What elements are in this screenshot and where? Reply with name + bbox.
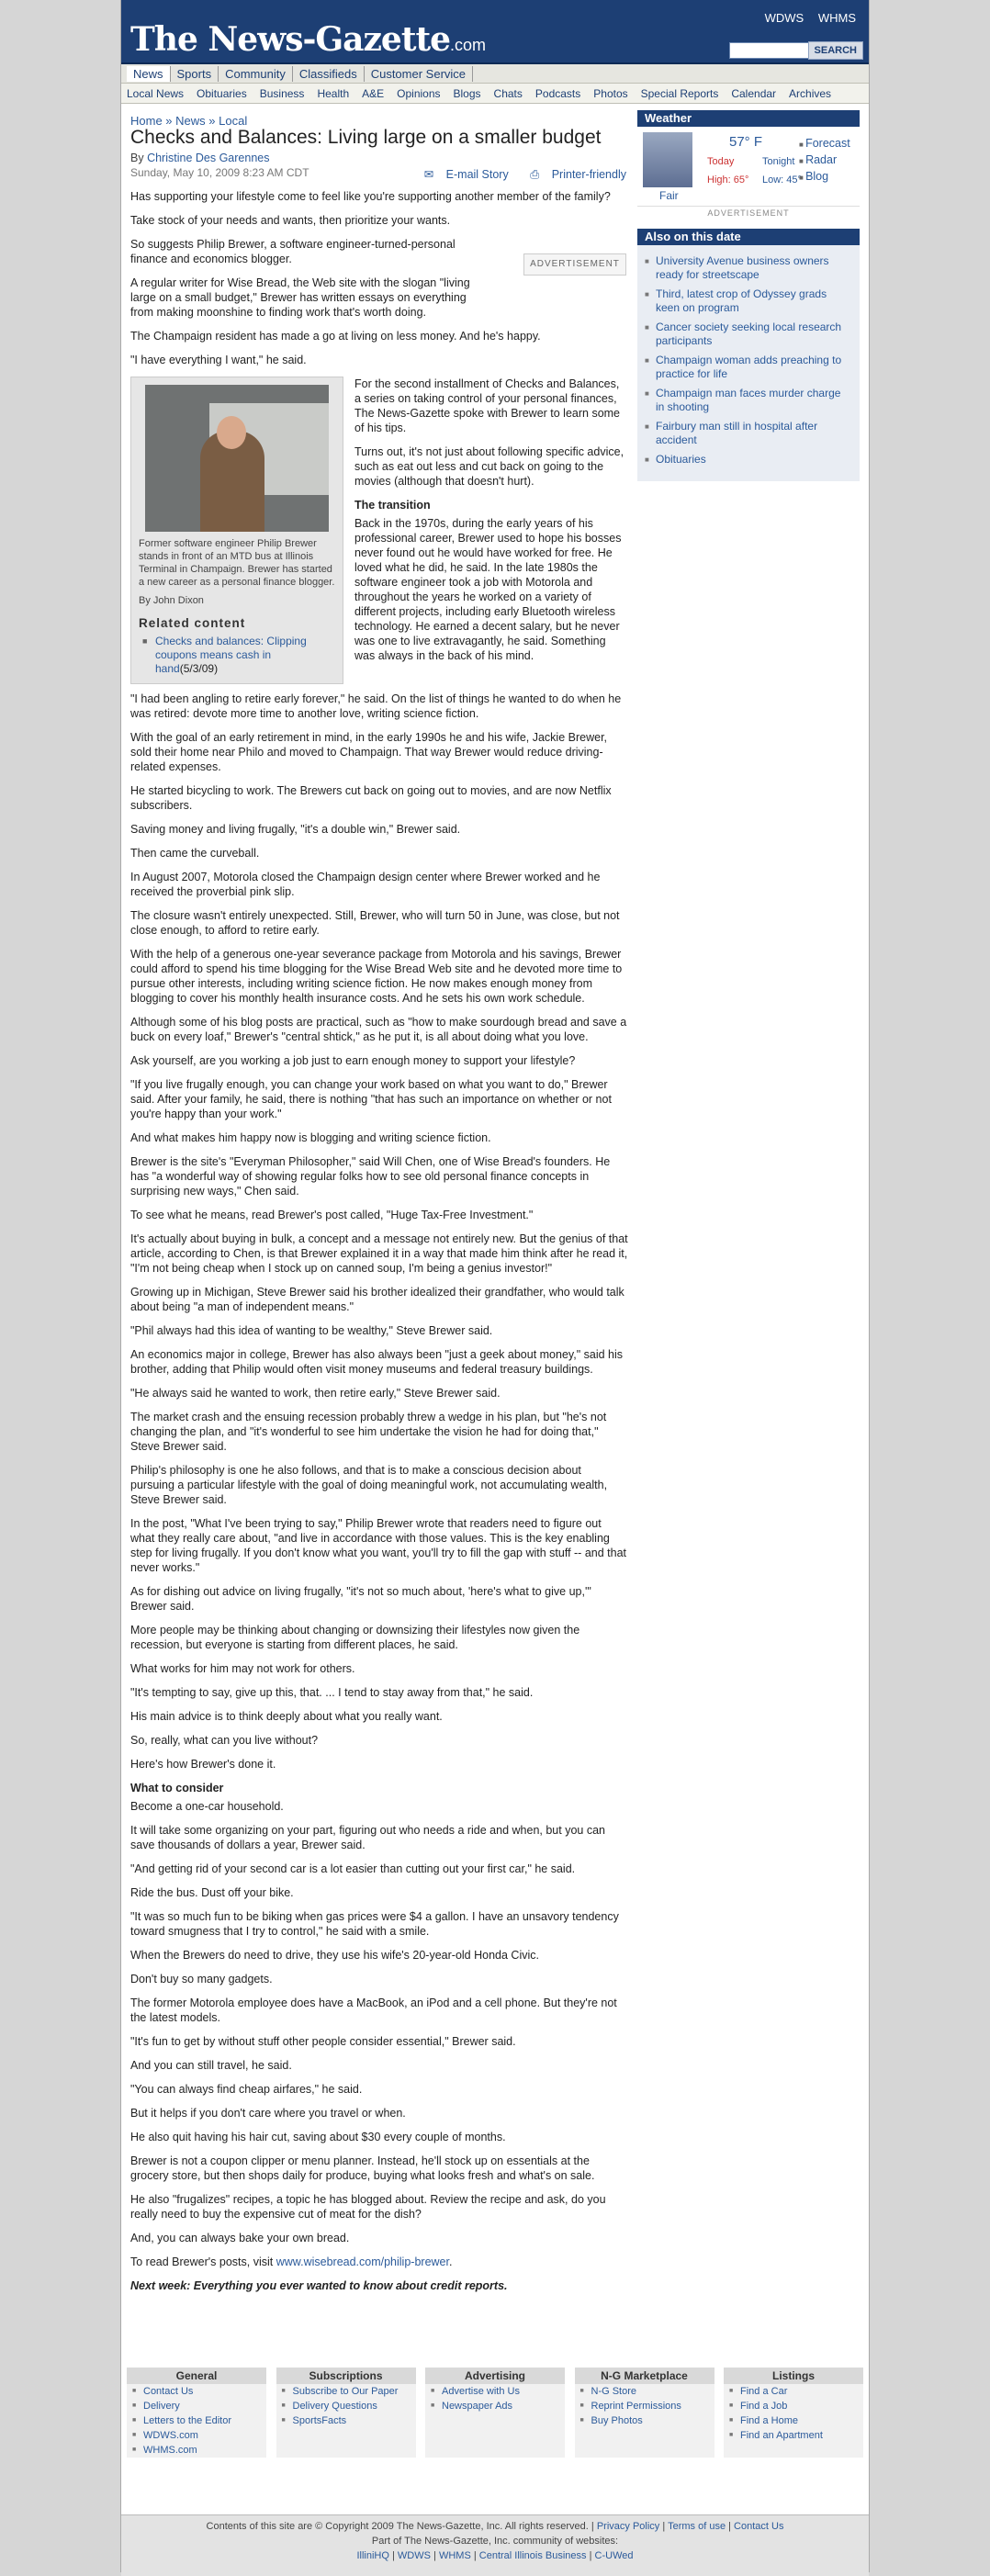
footer-copyright-line: Contents of this site are © Copyright 2009 The News-Gazette, Inc. All rights reserved. | Privacy Policy | Terms of use | Contact Us: [206, 2521, 784, 2532]
article-paragraph: He started bicycling to work. The Brewers cut back on going out to movies, and are now Netflix subscribers.: [130, 784, 612, 812]
footer-link[interactable]: ■ Subscribe to Our Paper: [276, 2384, 416, 2399]
also-item[interactable]: ■ Cancer society seeking local research participants: [645, 321, 852, 348]
photo-box: [130, 377, 343, 684]
subnav-calendar[interactable]: Calendar: [731, 86, 777, 100]
footer-column: [127, 2368, 266, 2458]
footer-column: [724, 2368, 863, 2458]
footer-link[interactable]: ■ Find an Apartment: [724, 2428, 863, 2443]
site-logo[interactable]: [130, 20, 486, 59]
nav-sports[interactable]: Sports: [171, 66, 219, 82]
nav-community[interactable]: Community: [219, 66, 293, 82]
footer-link[interactable]: ■ Find a Home: [724, 2413, 863, 2428]
article-paragraph: The closure wasn't entirely unexpected. Still, Brewer, who will turn 50 in June, was close, but not close enough, to afford to retire early.: [130, 909, 620, 937]
article-paragraph: Growing up in Michigan, Steve Brewer said his brother idealized their grandfather, who would talk about being "a man of independent means.": [130, 1286, 624, 1313]
article-paragraph: Don't buy so many gadgets.: [130, 1973, 273, 1985]
photo-head: [217, 416, 246, 449]
article-paragraph: "He always said he wanted to work, then retire early," Steve Brewer said.: [130, 1387, 501, 1400]
subnav-health[interactable]: Health: [317, 86, 350, 100]
footer-link[interactable]: ■ Delivery Questions: [276, 2399, 416, 2413]
email-story-label: E-mail Story: [445, 168, 509, 181]
article-paragraph: As for dishing out advice on living frugally, "it's not so much about, 'here's what to give up,'" Brewer said.: [130, 1585, 591, 1613]
footer-link[interactable]: ■ Buy Photos: [575, 2413, 714, 2428]
article-paragraph: Philip's philosophy is one he also follows, and that is to make a conscious decision about pursuing a particular lifestyle with the goal of doing meaningful work, not accumulating wealth, Steve Brewer said.: [130, 1464, 608, 1506]
weather-today-label: Today: [707, 156, 735, 167]
footer-link[interactable]: ■ Delivery: [127, 2399, 266, 2413]
contact-link[interactable]: Contact Us: [734, 2521, 784, 2532]
beside-paragraph-1: For the second installment of Checks and Balances, a series on taking control of your personal finances, The News-Gazette spoke with Brewer to learn some of his tips.: [354, 377, 621, 434]
article-paragraph: With the goal of an early retirement in mind, in the early 1990s he and his wife, Jackie Brewer, sold their home near Philo and moved to Champaign. That way Brewer would reduce driving-related expenses.: [130, 731, 608, 773]
also-item[interactable]: ■ University Avenue business owners ready for streetscape: [645, 254, 852, 282]
inline-ad: ADVERTISEMENT: [523, 253, 626, 276]
article-paragraph: And, you can always bake your own bread.: [130, 2232, 350, 2244]
weather-condition: Fair: [659, 189, 679, 202]
weather-temp: 57° F: [729, 134, 763, 150]
footer-column: [575, 2368, 714, 2458]
footer-link[interactable]: ■ N-G Store: [575, 2384, 714, 2399]
article-paragraph: "Phil always had this idea of wanting to be wealthy," Steve Brewer said.: [130, 1324, 493, 1337]
article-paragraph: "It's fun to get by without stuff other people consider essential," Brewer said.: [130, 2035, 516, 2048]
article-paragraph: When the Brewers do need to drive, they use his wife's 20-year-old Honda Civic.: [130, 1949, 539, 1962]
article-paragraph: He also quit having his hair cut, saving about $30 every couple of months.: [130, 2131, 506, 2143]
subnav-photos[interactable]: Photos: [593, 86, 628, 100]
family-link[interactable]: WHMS: [438, 2550, 471, 2561]
logo-suffix: .com: [450, 36, 487, 54]
footer-column: [425, 2368, 565, 2458]
logo-text: The News-Gazette: [130, 20, 450, 59]
nav-classifieds[interactable]: Classifieds: [293, 66, 365, 82]
next-week-teaser: Next week: Everything you ever wanted to know about credit reports.: [130, 2279, 508, 2292]
article-paragraph: In the post, "What I've been trying to say," Philip Brewer wrote that readers need to figure out what they really care about, "and live in accordance with those values. This is the key enabling step for living frugally. If you don't know what you want, you'll try to fill the gap with stuff -- and that never works.": [130, 1517, 626, 1574]
article-body: [130, 692, 628, 1772]
also-item[interactable]: ■ Third, latest crop of Odyssey grads keen on program: [645, 287, 852, 315]
byline: [130, 151, 628, 165]
footer-link[interactable]: ■ Find a Car: [724, 2384, 863, 2399]
printer-icon: ⎙: [530, 168, 540, 181]
read-more: To read Brewer's posts, visit www.wisebread.com/philip-brewer.: [130, 2255, 453, 2268]
article-paragraph: It's actually about buying in bulk, a concept and a message not entirely new. But the genius of that article, according to Chen, is that Brewer explained it in a way that made him think after he read it, "I'm not being cheap when I stock up on canned soup, I'm being a genius investor!": [130, 1232, 628, 1275]
weather-radar-link[interactable]: ■ Radar: [799, 152, 850, 169]
intro-paragraph-4: A regular writer for Wise Bread, the Web site with the slogan "living large on a small budget," Brewer has written essays on everything from making moonshine to finding work that's worth doing.: [130, 276, 470, 319]
transition-paragraph: Back in the 1970s, during the early years of his professional career, Brewer used to hope his bosses never found out he would have worked for free. He loved what he did, he said. In the late 1980s the software engineer took a job with Motorola and throughout the years he worked on a variety of different projects, including early Bluetooth wireless technology. He earned a decent salary, but he never was one to live extravagantly, he said. Something was always in the back of his mind.: [354, 517, 622, 662]
subhead-consider: What to consider: [130, 1782, 224, 1794]
intro-paragraph-1: Has supporting your lifestyle come to feel like you're supporting another member of the family?: [130, 190, 611, 203]
secondary-nav: [121, 84, 869, 104]
right-column: [637, 110, 860, 481]
printer-friendly-link[interactable]: [521, 168, 626, 181]
article-paragraph: With the help of a generous one-year severance package from Motorola and his savings, Brewer could afford to spend his time blogging for the Wise Bread Web site and he devoted more time to pursue other interests, including writing science fiction. He now makes enough money from blogging to cover his monthly health insurance costs. And he sets his own work schedule.: [130, 948, 623, 1005]
breadcrumb: Home » News » Local: [130, 114, 248, 128]
also-item[interactable]: ■ Champaign man faces murder charge in shooting: [645, 387, 852, 414]
top-link-wdws[interactable]: WDWS: [764, 11, 804, 25]
family-link[interactable]: WDWS: [397, 2550, 431, 2561]
article-paragraph: More people may be thinking about changing or downsizing their lifestyles now given the recession, but everyone is starting from different places, he said.: [130, 1624, 580, 1651]
article-paragraph: The market crash and the ensuing recession probably threw a wedge in his plan, but "he's not changing the plan, and "it's wonderful to see him undertake the vision he had for doing that," Steve Brewer said.: [130, 1411, 607, 1453]
subhead-transition: The transition: [354, 499, 431, 512]
breadcrumb-home[interactable]: Home: [130, 114, 163, 128]
article-paragraph: In August 2007, Motorola closed the Champaign design center where Brewer worked and he received the proverbial pink slip.: [130, 871, 601, 898]
article-paragraph: Brewer is the site's "Everyman Philosopher," said Will Chen, one of Wise Bread's founders. He has "a wonderful way of showing regular folks how to see old personal finance concepts in surprising new ways," Chen said.: [130, 1155, 611, 1198]
photo-caption: Former software engineer Philip Brewer stands in front of an MTD bus at Illinois Terminal in Champaign. Brewer has started a new career as a personal finance blogger.: [139, 538, 335, 588]
article-paragraph: To see what he means, read Brewer's post called, "Huge Tax-Free Investment.": [130, 1209, 534, 1221]
article-paragraph: An economics major in college, Brewer has also always been "just a geek about money," said his brother, adding that Philip would often visit money museums and federal treasury buildings.: [130, 1348, 624, 1376]
related-link[interactable]: [139, 635, 335, 676]
footer-link[interactable]: ■ Find a Job: [724, 2399, 863, 2413]
page: [121, 0, 869, 2571]
footer-column-title: Advertising: [425, 2368, 565, 2384]
article-paragraph: "If you live frugally enough, you can change your work based on what you want to do," Brewer said. After your family, he said, there is nothing "that has such an importance on whether or not you're happy than your work.": [130, 1078, 612, 1120]
subnav-podcasts[interactable]: Podcasts: [534, 86, 581, 100]
weather-forecast-link[interactable]: ■ Forecast: [799, 136, 850, 152]
article-paragraph: And you can still travel, he said.: [130, 2059, 292, 2072]
article-paragraph: His main advice is to think deeply about what you really want.: [130, 1710, 443, 1723]
breadcrumb-local[interactable]: Local: [219, 114, 248, 128]
article-paragraph: Then came the curveball.: [130, 847, 260, 860]
article-paragraph: Ask yourself, are you working a job just to earn enough money to support your lifestyle?: [130, 1054, 576, 1067]
article-date: Sunday, May 10, 2009 8:23 AM CDT: [130, 166, 309, 179]
byline-prefix: By: [130, 152, 144, 164]
related-date: (5/3/09): [179, 662, 219, 675]
footer-column-title: General: [127, 2368, 266, 2384]
also-item[interactable]: ■ Champaign woman adds preaching to practice for life: [645, 354, 852, 381]
subnav-business[interactable]: Business: [259, 86, 305, 100]
footer-column: [276, 2368, 416, 2458]
subnav-blogs[interactable]: Blogs: [453, 86, 481, 100]
related-link-text: Checks and balances: Clipping coupons means cash in hand: [155, 635, 307, 675]
also-on-date-header: Also on this date: [637, 229, 860, 245]
article-tools: [406, 167, 626, 182]
also-item[interactable]: ■ Fairbury man still in hospital after accident: [645, 420, 852, 447]
article-paragraph: What works for him may not work for others.: [130, 1662, 355, 1675]
breadcrumb-news[interactable]: News: [175, 114, 206, 128]
copyright-text: Contents of this site are © Copyright 2009 The News-Gazette, Inc. All rights reserved.: [206, 2521, 589, 2532]
article-paragraph: The former Motorola employee does have a MacBook, an iPod and a cell phone. But they're not the latest models.: [130, 1997, 617, 2024]
nav-customer-service[interactable]: Customer Service: [365, 66, 473, 82]
article-paragraph: "You can always find cheap airfares," he said.: [130, 2083, 363, 2096]
envelope-icon: ✉: [423, 168, 434, 181]
footer-column-title: Subscriptions: [276, 2368, 416, 2384]
also-on-date-list: [637, 245, 860, 481]
footer-link[interactable]: ■ WDWS.com: [127, 2428, 266, 2443]
top-links: [754, 11, 856, 25]
weather-sky-icon: [643, 132, 692, 187]
intro-paragraph-2: Take stock of your needs and wants, then prioritize your wants.: [130, 214, 451, 227]
wisebread-link[interactable]: www.wisebread.com/philip-brewer: [276, 2255, 449, 2268]
terms-link[interactable]: Terms of use: [668, 2521, 726, 2532]
article-paragraph: "It's tempting to say, give up this, that. ... I tend to stay away from that," he said.: [130, 1686, 534, 1699]
family-link[interactable]: C-UWed: [594, 2550, 634, 2561]
top-link-whms[interactable]: WHMS: [817, 11, 856, 25]
search-button[interactable]: SEARCH: [808, 41, 863, 60]
privacy-policy-link[interactable]: Privacy Policy: [596, 2521, 660, 2532]
footer-link[interactable]: ■ Newspaper Ads: [425, 2399, 565, 2413]
article-paragraph: So, really, what can you live without?: [130, 1734, 319, 1747]
related-content-title: Related content: [139, 616, 246, 630]
email-story-link[interactable]: [415, 168, 509, 181]
printer-friendly-label: Printer-friendly: [551, 168, 626, 181]
article-paragraph: "It was so much fun to be biking when gas prices were $4 a gallon. I have an unsavory tendency toward smugness that I try to control," he said with a smile.: [130, 1910, 619, 1938]
subnav-special-reports[interactable]: Special Reports: [640, 86, 719, 100]
intro-paragraph-6: "I have everything I want," he said.: [130, 354, 307, 366]
consider-body: [130, 1799, 628, 2245]
article-column: [130, 110, 628, 2302]
article-paragraph: Brewer is not a coupon clipper or menu planner. Instead, he'll stock up on essentials at the grocery store, but then shops daily for produce, buying what looks fresh and what's on sale.: [130, 2154, 595, 2182]
article-paragraph: Ride the bus. Dust off your bike.: [130, 1886, 294, 1899]
author-link[interactable]: Christine Des Garennes: [147, 152, 270, 164]
weather-low: Low: 45°: [762, 174, 802, 186]
footer-link[interactable]: ■ SportsFacts: [276, 2413, 416, 2428]
family-sites-text: Part of The News-Gazette, Inc. community of websites:: [371, 2536, 619, 2547]
footer-link[interactable]: ■ Contact Us: [127, 2384, 266, 2399]
article-paragraph: It will take some organizing on your part, figuring out who needs a ride and when, but you can save thousands of dollars a year, Brewer said.: [130, 1824, 605, 1851]
family-sites-links: IlliniHQ | WDWS | WHMS | Central Illinois Business | C-UWed: [356, 2550, 634, 2561]
site-header: [121, 0, 869, 64]
article-paragraph: He also "frugalizes" recipes, a topic he has blogged about. Review the recipe and ask, do you really need to buy the expensive cut of meat for the dish?: [130, 2193, 606, 2221]
intro-paragraph-5: The Champaign resident has made a go at living on less money. And he's happy.: [130, 330, 541, 343]
footer-link[interactable]: ■ Letters to the Editor: [127, 2413, 266, 2428]
read-more-prefix: To read Brewer's posts, visit: [130, 2255, 274, 2268]
footer-column-title: N-G Marketplace: [575, 2368, 714, 2384]
sidebar-ad-label: ADVERTISEMENT: [637, 206, 860, 218]
article-paragraph: And what makes him happy now is blogging and writing science fiction.: [130, 1131, 491, 1144]
photo-credit: By John Dixon: [139, 595, 204, 606]
article-paragraph: Although some of his blog posts are practical, such as "how to make sourdough bread and save a buck on every loaf," Brewer's "central shtick," as he put it, is all about doing what you love.: [130, 1016, 627, 1043]
article-paragraph: "I had been angling to retire early forever," he said. On the list of things he wanted to do when he was retired: devote more time to another love, writing science fiction.: [130, 692, 622, 720]
article-title: Checks and Balances: Living large on a smaller budget: [130, 127, 602, 148]
footer-columns: [127, 2368, 863, 2458]
subnav-local-news[interactable]: Local News: [127, 86, 185, 100]
weather-blog-link[interactable]: ■ Blog: [799, 169, 850, 186]
footer-link[interactable]: ■ WHMS.com: [127, 2443, 266, 2458]
weather-tonight-label: Tonight: [762, 156, 795, 167]
weather-links: [799, 136, 850, 186]
footer-column-title: Listings: [724, 2368, 863, 2384]
article-paragraph: Become a one-car household.: [130, 1800, 284, 1813]
subnav-chats[interactable]: Chats: [493, 86, 523, 100]
article-photo[interactable]: [145, 385, 329, 532]
search-input[interactable]: [729, 42, 812, 59]
subnav-opinions[interactable]: Opinions: [397, 86, 441, 100]
family-link[interactable]: IlliniHQ: [356, 2550, 389, 2561]
primary-nav: [121, 64, 869, 84]
intro-paragraph-3: So suggests Philip Brewer, a software engineer-turned-personal finance and economics blogger.: [130, 238, 456, 265]
footer-link[interactable]: ■ Advertise with Us: [425, 2384, 565, 2399]
nav-news[interactable]: News: [127, 66, 171, 82]
article-paragraph: Here's how Brewer's done it.: [130, 1758, 276, 1771]
weather-widget: [637, 127, 860, 202]
subnav-archives[interactable]: Archives: [789, 86, 832, 100]
article-paragraph: "And getting rid of your second car is a lot easier than cutting out your first car," he said.: [130, 1862, 576, 1875]
family-link[interactable]: Central Illinois Business: [478, 2550, 587, 2561]
footer-bottom: [121, 2514, 869, 2576]
weather-header: Weather: [637, 110, 860, 127]
footer-link[interactable]: ■ Reprint Permissions: [575, 2399, 714, 2413]
beside-paragraph-2: Turns out, it's not just about following specific advice, such as eat out less and cut back on going to the movies (although that doesn't hurt).: [354, 445, 624, 488]
subnav-ae[interactable]: A&E: [362, 86, 385, 100]
weather-high: High: 65°: [707, 174, 749, 186]
article-paragraph: But it helps if you don't care where you travel or when.: [130, 2107, 406, 2120]
article-paragraph: Saving money and living frugally, "it's a double win," Brewer said.: [130, 823, 461, 836]
also-item[interactable]: ■ Obituaries: [645, 453, 852, 467]
subnav-obituaries[interactable]: Obituaries: [197, 86, 247, 100]
